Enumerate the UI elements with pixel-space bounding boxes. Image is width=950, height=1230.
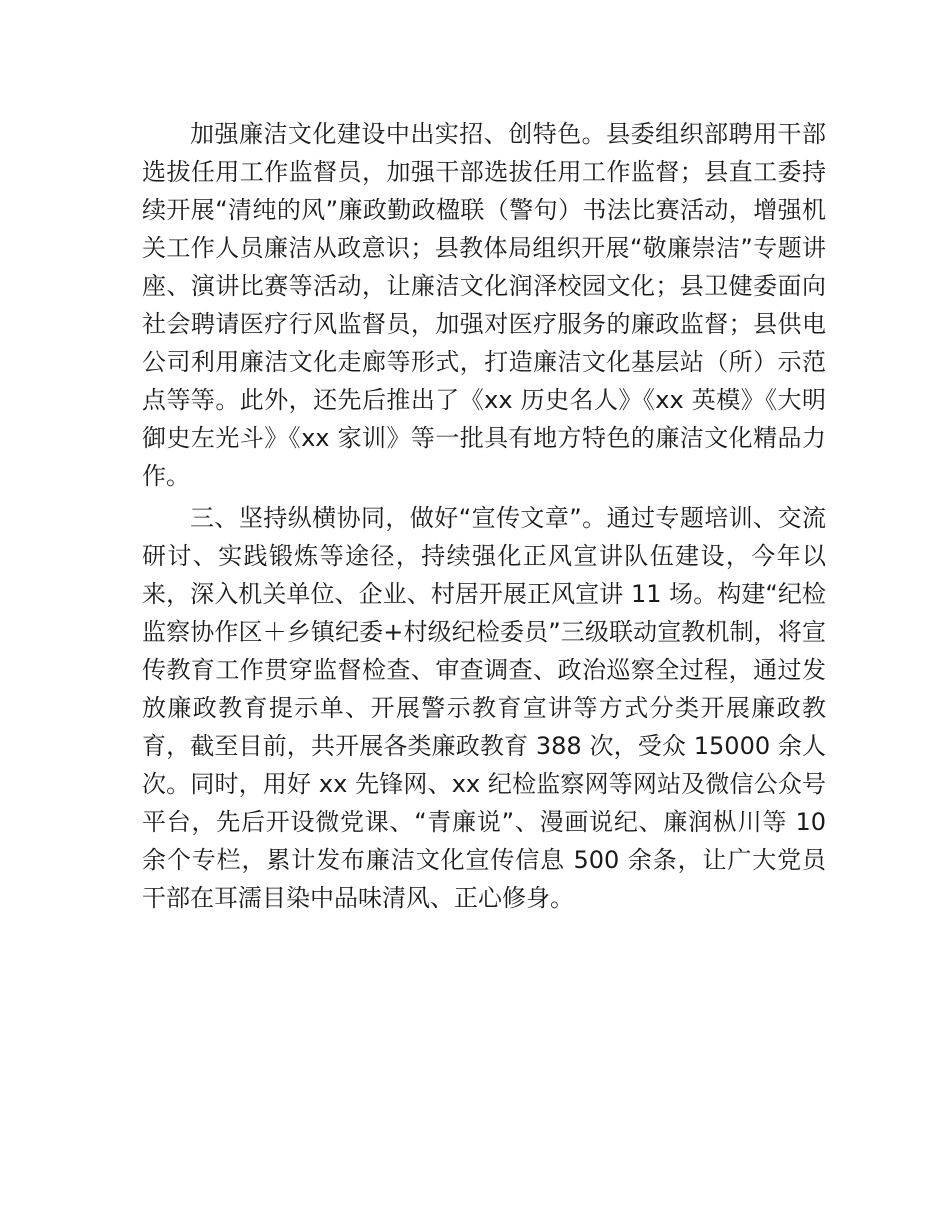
- document-body: [142, 115, 826, 921]
- paragraph-publicity-work: 三、坚持纵横协同，做好“宣传文章”。通过专题培训、交流研讨、实践锻炼等途径，持续强化正风宣讲队伍建设，今年以来，深入机关单位、企业、村居开展正风宣讲 11 场。构建“纪检监察协作区＋乡镇纪委+村级纪检委员”三级联动宣教机制，将宣传教育工作贯穿监督检查、审查调查、政治巡察全过程，通过发放廉政教育提示单、开展警示教育宣讲等方式分类开展廉政教育，截至目前，共开展各类廉政教育 388 次，受众 15000 余人次。同时，用好 xx 先锋网、xx 纪检监察网等网站及微信公众号平台，先后开设微党课、“青廉说”、漫画说纪、廉润枞川等 10 余个专栏，累计发布廉洁文化宣传信息 500 余条，让广大党员干部在耳濡目染中品味清风、正心修身。: [142, 504, 826, 912]
- paragraph-anti-corruption-culture: 加强廉洁文化建设中出实招、创特色。县委组织部聘用干部选拔任用工作监督员，加强干部选拔任用工作监督；县直工委持续开展“清纯的风”廉政勤政楹联（警句）书法比赛活动，增强机关工作人员廉洁从政意识；县教体局组织开展“敬廉崇洁”专题讲座、演讲比赛等活动，让廉洁文化润泽校园文化；县卫健委面向社会聘请医疗行风监督员，加强对医疗服务的廉政监督；县供电公司利用廉洁文化走廊等形式，打造廉洁文化基层站（所）示范点等等。此外，还先后推出了《xx 历史名人》《xx 英模》《大明御史左光斗》《xx 家训》等一批具有地方特色的廉洁文化精品力作。: [142, 120, 826, 490]
